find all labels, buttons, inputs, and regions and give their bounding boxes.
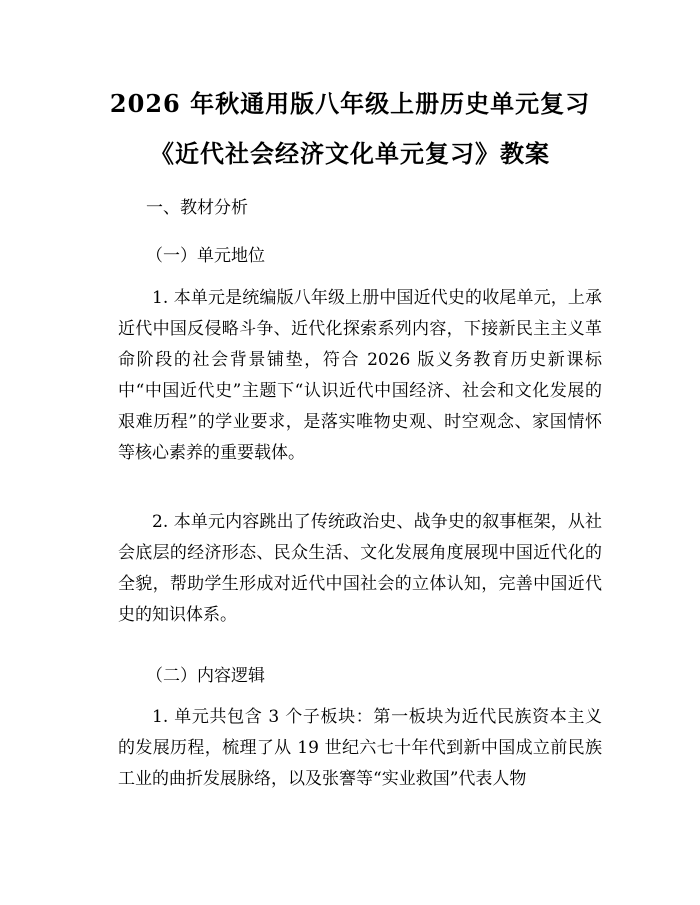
document-title-line1: 2026 年秋通用版八年级上册历史单元复习 xyxy=(109,89,591,118)
paragraph-unit-status-2: 2. 本单元内容跳出了传统政治史、战争史的叙事框架，从社会底层的经济形态、民众生活、文化发展角度展现中国近代化的全貌，帮助学生形成对近代中国社会的立体认知，完善中国近代史的知识体系。 xyxy=(118,512,602,625)
paragraph-content-logic-1: 1. 单元共包含 3 个子板块：第一板块为近代民族资本主义的发展历程，梳理了从 19 世纪六七十年代到新中国成立前民族工业的曲折发展脉络，以及张謇等“实业救国”代表人物 xyxy=(118,707,602,789)
subsection-heading-content-logic: （二）内容逻辑 xyxy=(146,666,265,686)
section-heading-textbook-analysis: 一、教材分析 xyxy=(146,198,248,218)
paragraph-unit-status-1: 1. 本单元是统编版八年级上册中国近代史的收尾单元，上承近代中国反侵略斗争、近代化探索系列内容，下接新民主主义革命阶段的社会背景铺垫，符合 2026 版义务教育历史新课标中“中国近代史”主题下“认识近代中国经济、社会和文化发展的艰难历程”的学业要求，是落实唯物史观、时空观念、家国情怀等核心素养的重要载体。 xyxy=(118,288,602,463)
subsection-heading-unit-status: （一）单元地位 xyxy=(146,246,265,266)
document-title-line2: 《近代社会经济文化单元复习》教案 xyxy=(150,139,550,168)
